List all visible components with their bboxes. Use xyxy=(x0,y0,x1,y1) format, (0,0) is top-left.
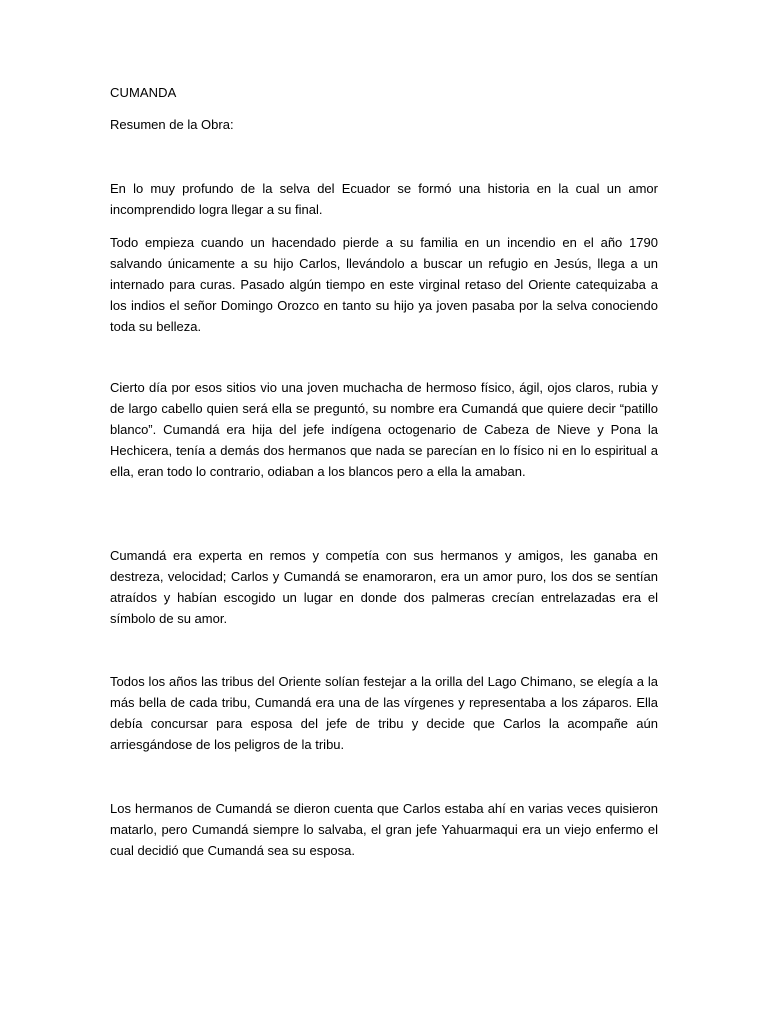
paragraph-2: Todo empieza cuando un hacendado pierde a su familia en un incendio en el año 1790 salvando únicamente a su hijo Carlos, llevándolo a buscar un refugio en Jesús, llega a un internado para curas. Pasado algún tiempo en este virginal retaso del Oriente catequizaba a los indios el señor Domingo Orozco en tanto su hijo ya joven pasaba por la selva conociendo toda su belleza. xyxy=(110,235,658,334)
paragraph-5: Todos los años las tribus del Oriente solían festejar a la orilla del Lago Chimano, se elegía a la más bella de cada tribu, Cumandá era una de las vírgenes y representaba a los záparos. Ella debía concursar para esposa del jefe de tribu y decide que Carlos la acompañe aún arriesgándose de los peligros de la tribu. xyxy=(110,674,658,752)
paragraph-4: Cumandá era experta en remos y competía con sus hermanos y amigos, les ganaba en destreza, velocidad; Carlos y Cumandá se enamoraron, era un amor puro, los dos se sentían atraídos y habían escogido un lugar en donde dos palmeras crecían entrelazadas era el símbolo de su amor. xyxy=(110,548,658,626)
paragraph-3: Cierto día por esos sitios vio una joven muchacha de hermoso físico, ágil, ojos claros, rubia y de largo cabello quien será ella se preguntó, su nombre era Cumandá que quiere decir “patillo blanco”. Cumandá era hija del jefe indígena octogenario de Cabeza de Nieve y Pona la Hechicera, tenía a demás dos hermanos que nada se parecían en lo físico ni en lo espiritual a ella, eran todo lo contrario, odiaban a los blancos pero a ella la amaban. xyxy=(110,380,658,479)
paragraph-1: En lo muy profundo de la selva del Ecuador se formó una historia en la cual un amor incomprendido logra llegar a su final. xyxy=(110,181,658,217)
document-title: CUMANDA xyxy=(110,85,177,100)
document-subtitle: Resumen de la Obra: xyxy=(110,117,234,132)
paragraph-6: Los hermanos de Cumandá se dieron cuenta que Carlos estaba ahí en varias veces quisieron matarlo, pero Cumandá siempre lo salvaba, el gran jefe Yahuarmaqui era un viejo enfermo el cual decidió que Cumandá sea su esposa. xyxy=(110,801,658,858)
